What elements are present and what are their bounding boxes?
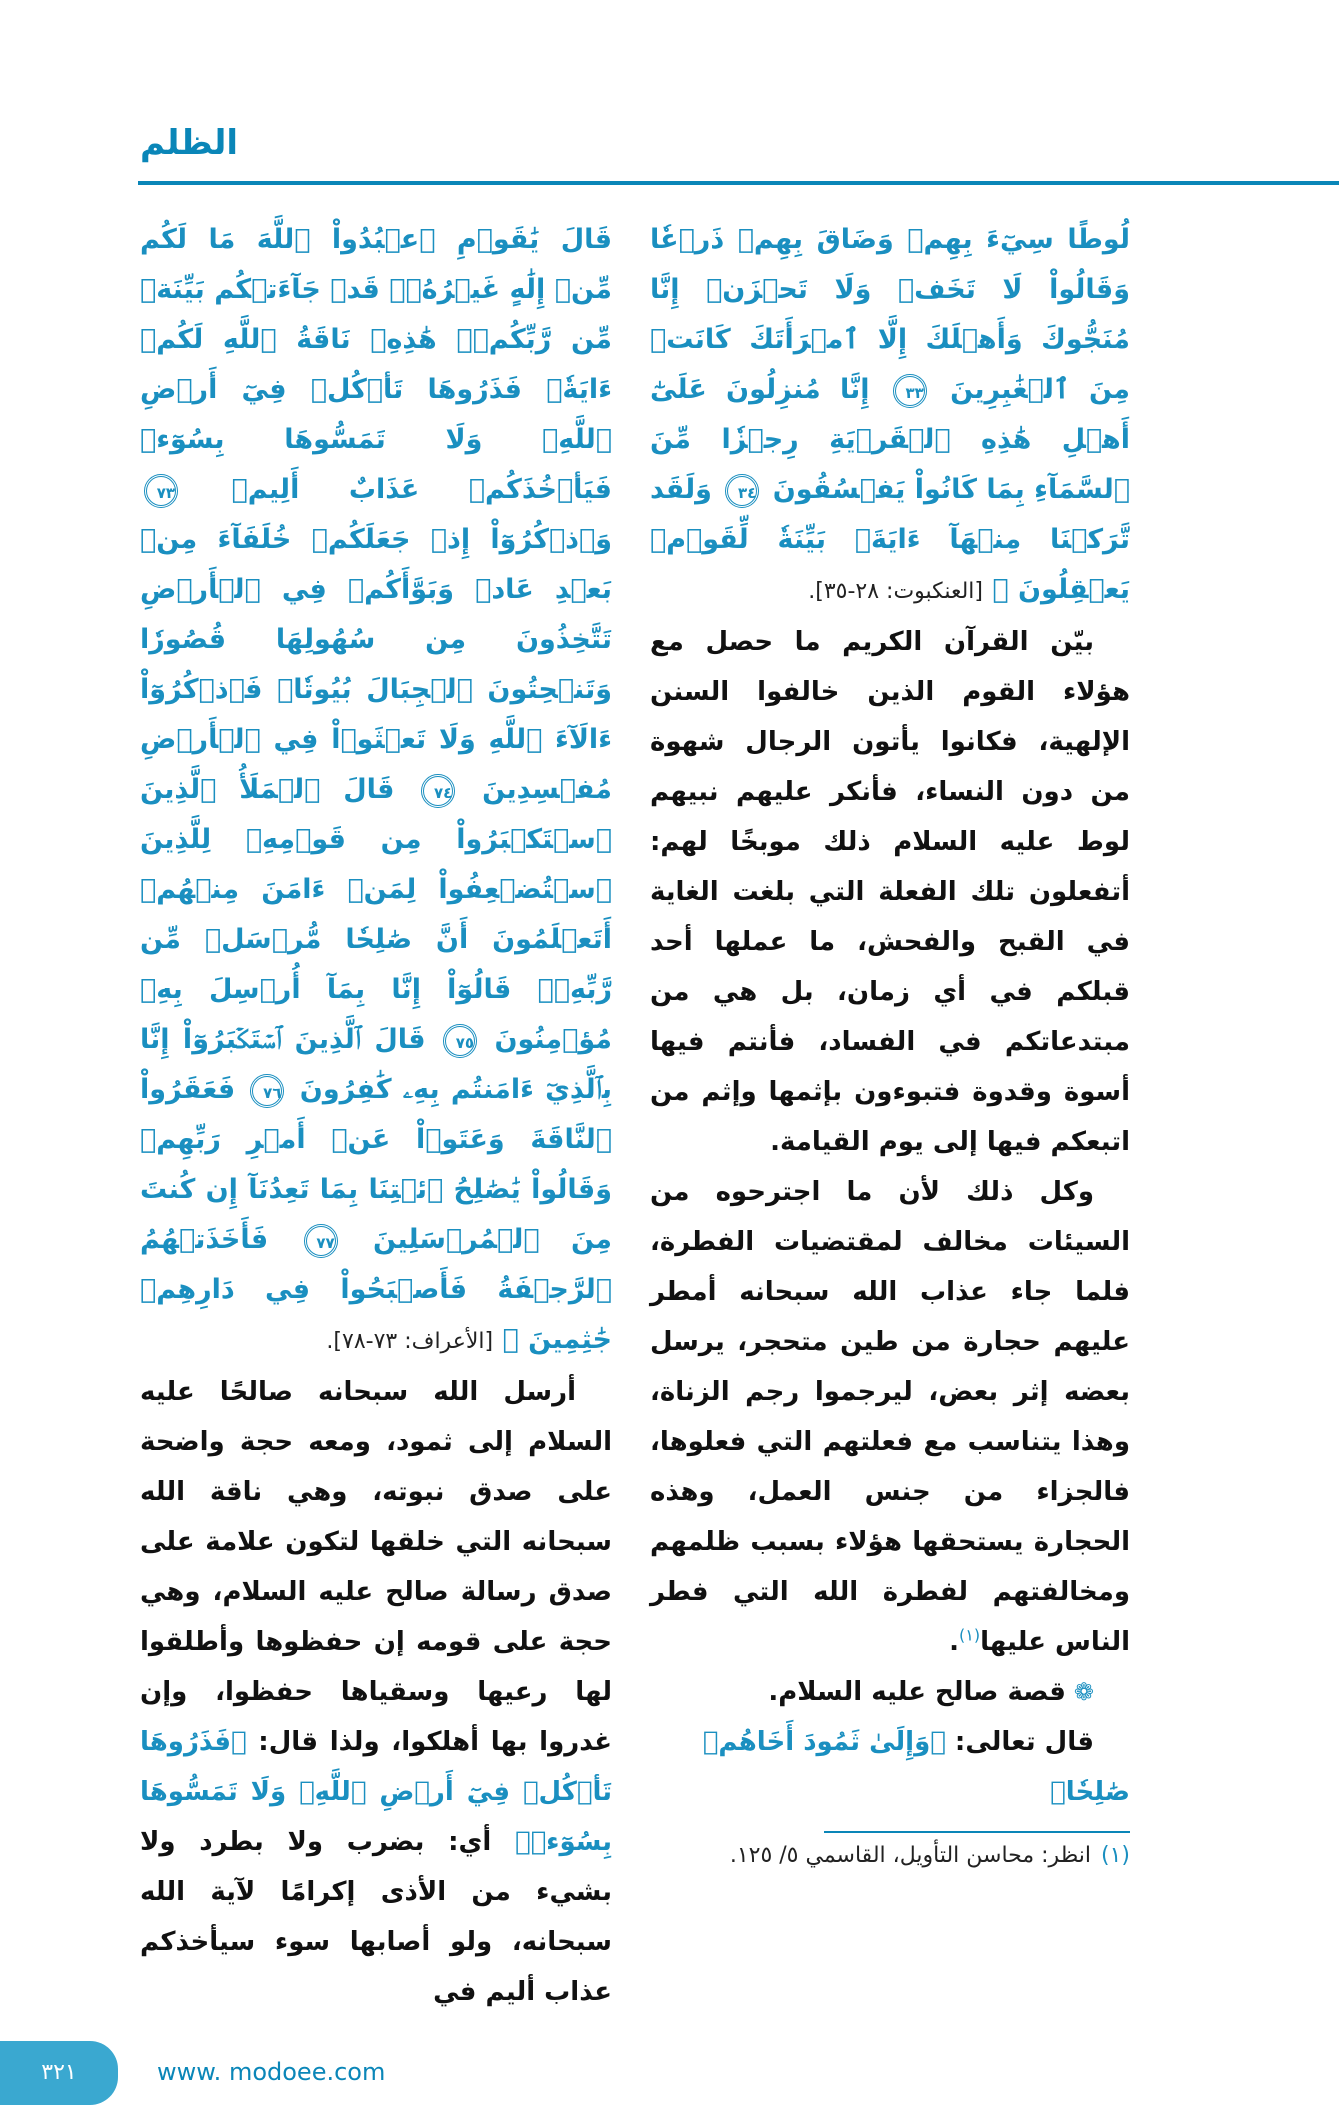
closing-bracket: ﴾ bbox=[992, 574, 1009, 605]
section-heading-text: قصة صالح عليه السلام. bbox=[768, 1677, 1066, 1707]
footnote-text: انظر: محاسن التأويل، القاسمي ٥/ ١٢٥. bbox=[729, 1843, 1091, 1868]
page-header bbox=[138, 118, 1339, 185]
ayah-number-marker: ٧٦ bbox=[250, 1074, 284, 1108]
page-footer bbox=[0, 2041, 1339, 2105]
ayah-number-marker: ٧٧ bbox=[304, 1224, 338, 1258]
intro-label: قال تعالى: bbox=[954, 1727, 1094, 1757]
verse-citation: [العنكبوت: ٢٨-٣٥]. bbox=[808, 579, 983, 604]
verse-intro bbox=[650, 1717, 1130, 1817]
chapter-title: الظلم bbox=[140, 123, 239, 163]
footnote-reference[interactable]: (١) bbox=[959, 1625, 981, 1645]
inline-verse: ﴿وَإِلَىٰ ثَمُودَ أَخَاهُمۡ صَٰلِحٗاۚ bbox=[702, 1727, 1130, 1807]
paragraph-text: أي: بضرب ولا بطرد ولا بشيء من الأذى إكرامًا لآية الله سبحانه، ولو أصابها سوء سيأخذكم عذاب أليم في bbox=[140, 1827, 612, 2007]
paragraph bbox=[650, 1167, 1130, 1667]
footnote-divider bbox=[824, 1831, 1130, 1833]
ayah-number-marker: ٧٣ bbox=[144, 474, 178, 508]
verse-text: وَلَقَد تَّرَكۡنَا مِنۡهَآ ءَايَةَۢ بَيِّنَةٗ لِّقَوۡمٖ يَعۡقِلُونَ bbox=[649, 474, 1130, 605]
quran-verse-araf bbox=[140, 215, 612, 1367]
footnote-area bbox=[650, 1831, 1130, 1873]
left-column bbox=[140, 215, 612, 2017]
verse-citation: [الأعراف: ٧٣-٧٨]. bbox=[326, 1329, 494, 1354]
footnote-number: (١) bbox=[1100, 1843, 1130, 1868]
ayah-number-marker: ٧٥ bbox=[443, 1024, 477, 1058]
verse-text: قَالَ يَٰقَوۡمِ ٱعۡبُدُواْ ٱللَّهَ مَا لَكُم مِّنۡ إِلَٰهٍ غَيۡرُهُۥۖ قَدۡ جَآءَتۡكُم بَيِّنَةٞ مِّن رَّبِّكُمۡۖ هَٰذِهِۦ نَاقَةُ ٱللَّهِ لَكُمۡ ءَايَةٗۖ فَذَرُوهَا تَأۡكُلۡ فِيٓ أَرۡضِ ٱللَّهِۖ وَلَا تَمَسُّوهَا بِسُوٓءٖ فَيَأۡخُذَكُمۡ عَذَابٌ أَلِيمٞ bbox=[140, 224, 612, 505]
ayah-number-marker: ٣٤ bbox=[725, 474, 759, 508]
verse-text: فَأَخَذَتۡهُمُ ٱلرَّجۡفَةُ فَأَصۡبَحُواْ فِي دَارِهِمۡ جَٰثِمِينَ bbox=[140, 1224, 612, 1355]
ayah-number-marker: ٧٤ bbox=[421, 774, 455, 808]
verse-text: إِنَّا مُنزِلُونَ عَلَىٰٓ أَهۡلِ هَٰذِهِ ٱلۡقَرۡيَةِ رِجۡزٗا مِّنَ ٱلسَّمَآءِ بِمَا كَانُواْ يَفۡسُقُونَ bbox=[650, 374, 1130, 505]
quran-verse-ankabut bbox=[650, 215, 1130, 617]
right-column bbox=[650, 215, 1130, 1873]
closing-bracket: ﴾ bbox=[502, 1324, 519, 1355]
verse-text: قَالَ ٱلَّذِينَ ٱسۡتَكۡبَرُوٓاْ إِنَّا بِٱلَّذِيٓ ءَامَنتُم بِهِۦ كَٰفِرُونَ bbox=[140, 1024, 612, 1105]
paragraph-text: وكل ذلك لأن ما اجترحوه من السيئات مخالف لمقتضيات الفطرة، فلما جاء عذاب الله سبحانه أمطر عليهم حجارة من طين متحجر، يرسل بعضه إثر بعض، ليرجموا رجم الزناة، وهذا يتناسب مع فعلتهم التي فعلوها، فالجزاء من جنس العمل، وهذه الحجارة يستحقها هؤلاء بسبب ظلمهم ومخالفتهم لفطرة الله التي فطر الناس عليها bbox=[650, 1177, 1130, 1657]
section-heading bbox=[650, 1667, 1130, 1717]
ayah-number-marker: ٣٣ bbox=[893, 374, 927, 408]
website-link[interactable]: www. modoee.com bbox=[157, 2058, 386, 2086]
paragraph bbox=[140, 1367, 612, 2017]
verse-text: قَالَ ٱلۡمَلَأُ ٱلَّذِينَ ٱسۡتَكۡبَرُواْ مِن قَوۡمِهِۦ لِلَّذِينَ ٱسۡتُضۡعِفُواْ لِمَنۡ ءَامَنَ مِنۡهُمۡ أَتَعۡلَمُونَ أَنَّ صَٰلِحٗا مُّرۡسَلٞ مِّن رَّبِّهِۦۚ قَالُوٓاْ إِنَّا بِمَآ أُرۡسِلَ بِهِۦ مُؤۡمِنُونَ bbox=[140, 774, 612, 1055]
page-number-badge: ٣٢١ bbox=[0, 2041, 118, 2105]
verse-text: فَعَقَرُواْ ٱلنَّاقَةَ وَعَتَوۡاْ عَنۡ أَمۡرِ رَبِّهِمۡ وَقَالُواْ يَٰصَٰلِحُ ٱئۡتِنَا بِمَا تَعِدُنَآ إِن كُنتَ مِنَ ٱلۡمُرۡسَلِينَ bbox=[140, 1074, 612, 1255]
paragraph: بيّن القرآن الكريم ما حصل مع هؤلاء القوم الذين خالفوا السنن الإلهية، فكانوا يأتون الرجال شهوة من دون النساء، فأنكر عليهم نبيهم لوط عليه السلام ذلك موبخًا لهم: أتفعلون تلك الفعلة التي بلغت الغاية في القبح والفحش، ما عملها أحد قبلكم في أي زمان، بل هي من مبتدعاتكم في الفساد، فأنتم فيها أسوة وقدوة فتبوءون بإثمها وإثم من اتبعكم فيها إلى يوم القيامة. bbox=[650, 627, 1130, 1157]
footnote bbox=[650, 1839, 1130, 1873]
paragraph-text: أرسل الله سبحانه صالحًا عليه السلام إلى ثمود، ومعه حجة واضحة على صدق نبوته، وهي ناقة الله سبحانه التي خلقها لتكون علامة على صدق رسالة صالح عليه السلام، وهي حجة على قومه إن حفظوها وأطلقوا لها رعيها وسقياها حفظوا، وإن غدروا بها أهلكوا، ولذا قال: bbox=[140, 1377, 612, 1757]
flower-ornament-icon: ❁ bbox=[1073, 1678, 1094, 1706]
verse-text: وَٱذۡكُرُوٓاْ إِذۡ جَعَلَكُمۡ خُلَفَآءَ مِنۢ بَعۡدِ عَادٖ وَبَوَّأَكُمۡ فِي ٱلۡأَرۡضِ تَتَّخِذُونَ مِن سُهُولِهَا قُصُورٗا وَتَنۡحِتُونَ ٱلۡجِبَالَ بُيُوتٗاۖ فَٱذۡكُرُوٓاْ ءَالَآءَ ٱللَّهِ وَلَا تَعۡثَوۡاْ فِي ٱلۡأَرۡضِ مُفۡسِدِينَ bbox=[140, 524, 612, 805]
verse-text: لُوطًا سِيٓءَ بِهِمۡ وَضَاقَ بِهِمۡ ذَرۡعٗا وَقَالُواْ لَا تَخَفۡ وَلَا تَحۡزَنۡ إِنَّا مُنَجُّوكَ وَأَهۡلَكَ إِلَّا ٱمۡرَأَتَكَ كَانَتۡ مِنَ ٱلۡغَٰبِرِينَ bbox=[650, 224, 1130, 405]
paragraph-end: . bbox=[949, 1627, 959, 1657]
header-divider bbox=[138, 181, 1339, 185]
inline-verse: ﴿فَذَرُوهَا تَأۡكُلۡ فِيٓ أَرۡضِ ٱللَّهِۖ وَلَا تَمَسُّوهَا بِسُوٓءٖ﴾ bbox=[140, 1727, 612, 1857]
two-column-body bbox=[140, 215, 1140, 2017]
